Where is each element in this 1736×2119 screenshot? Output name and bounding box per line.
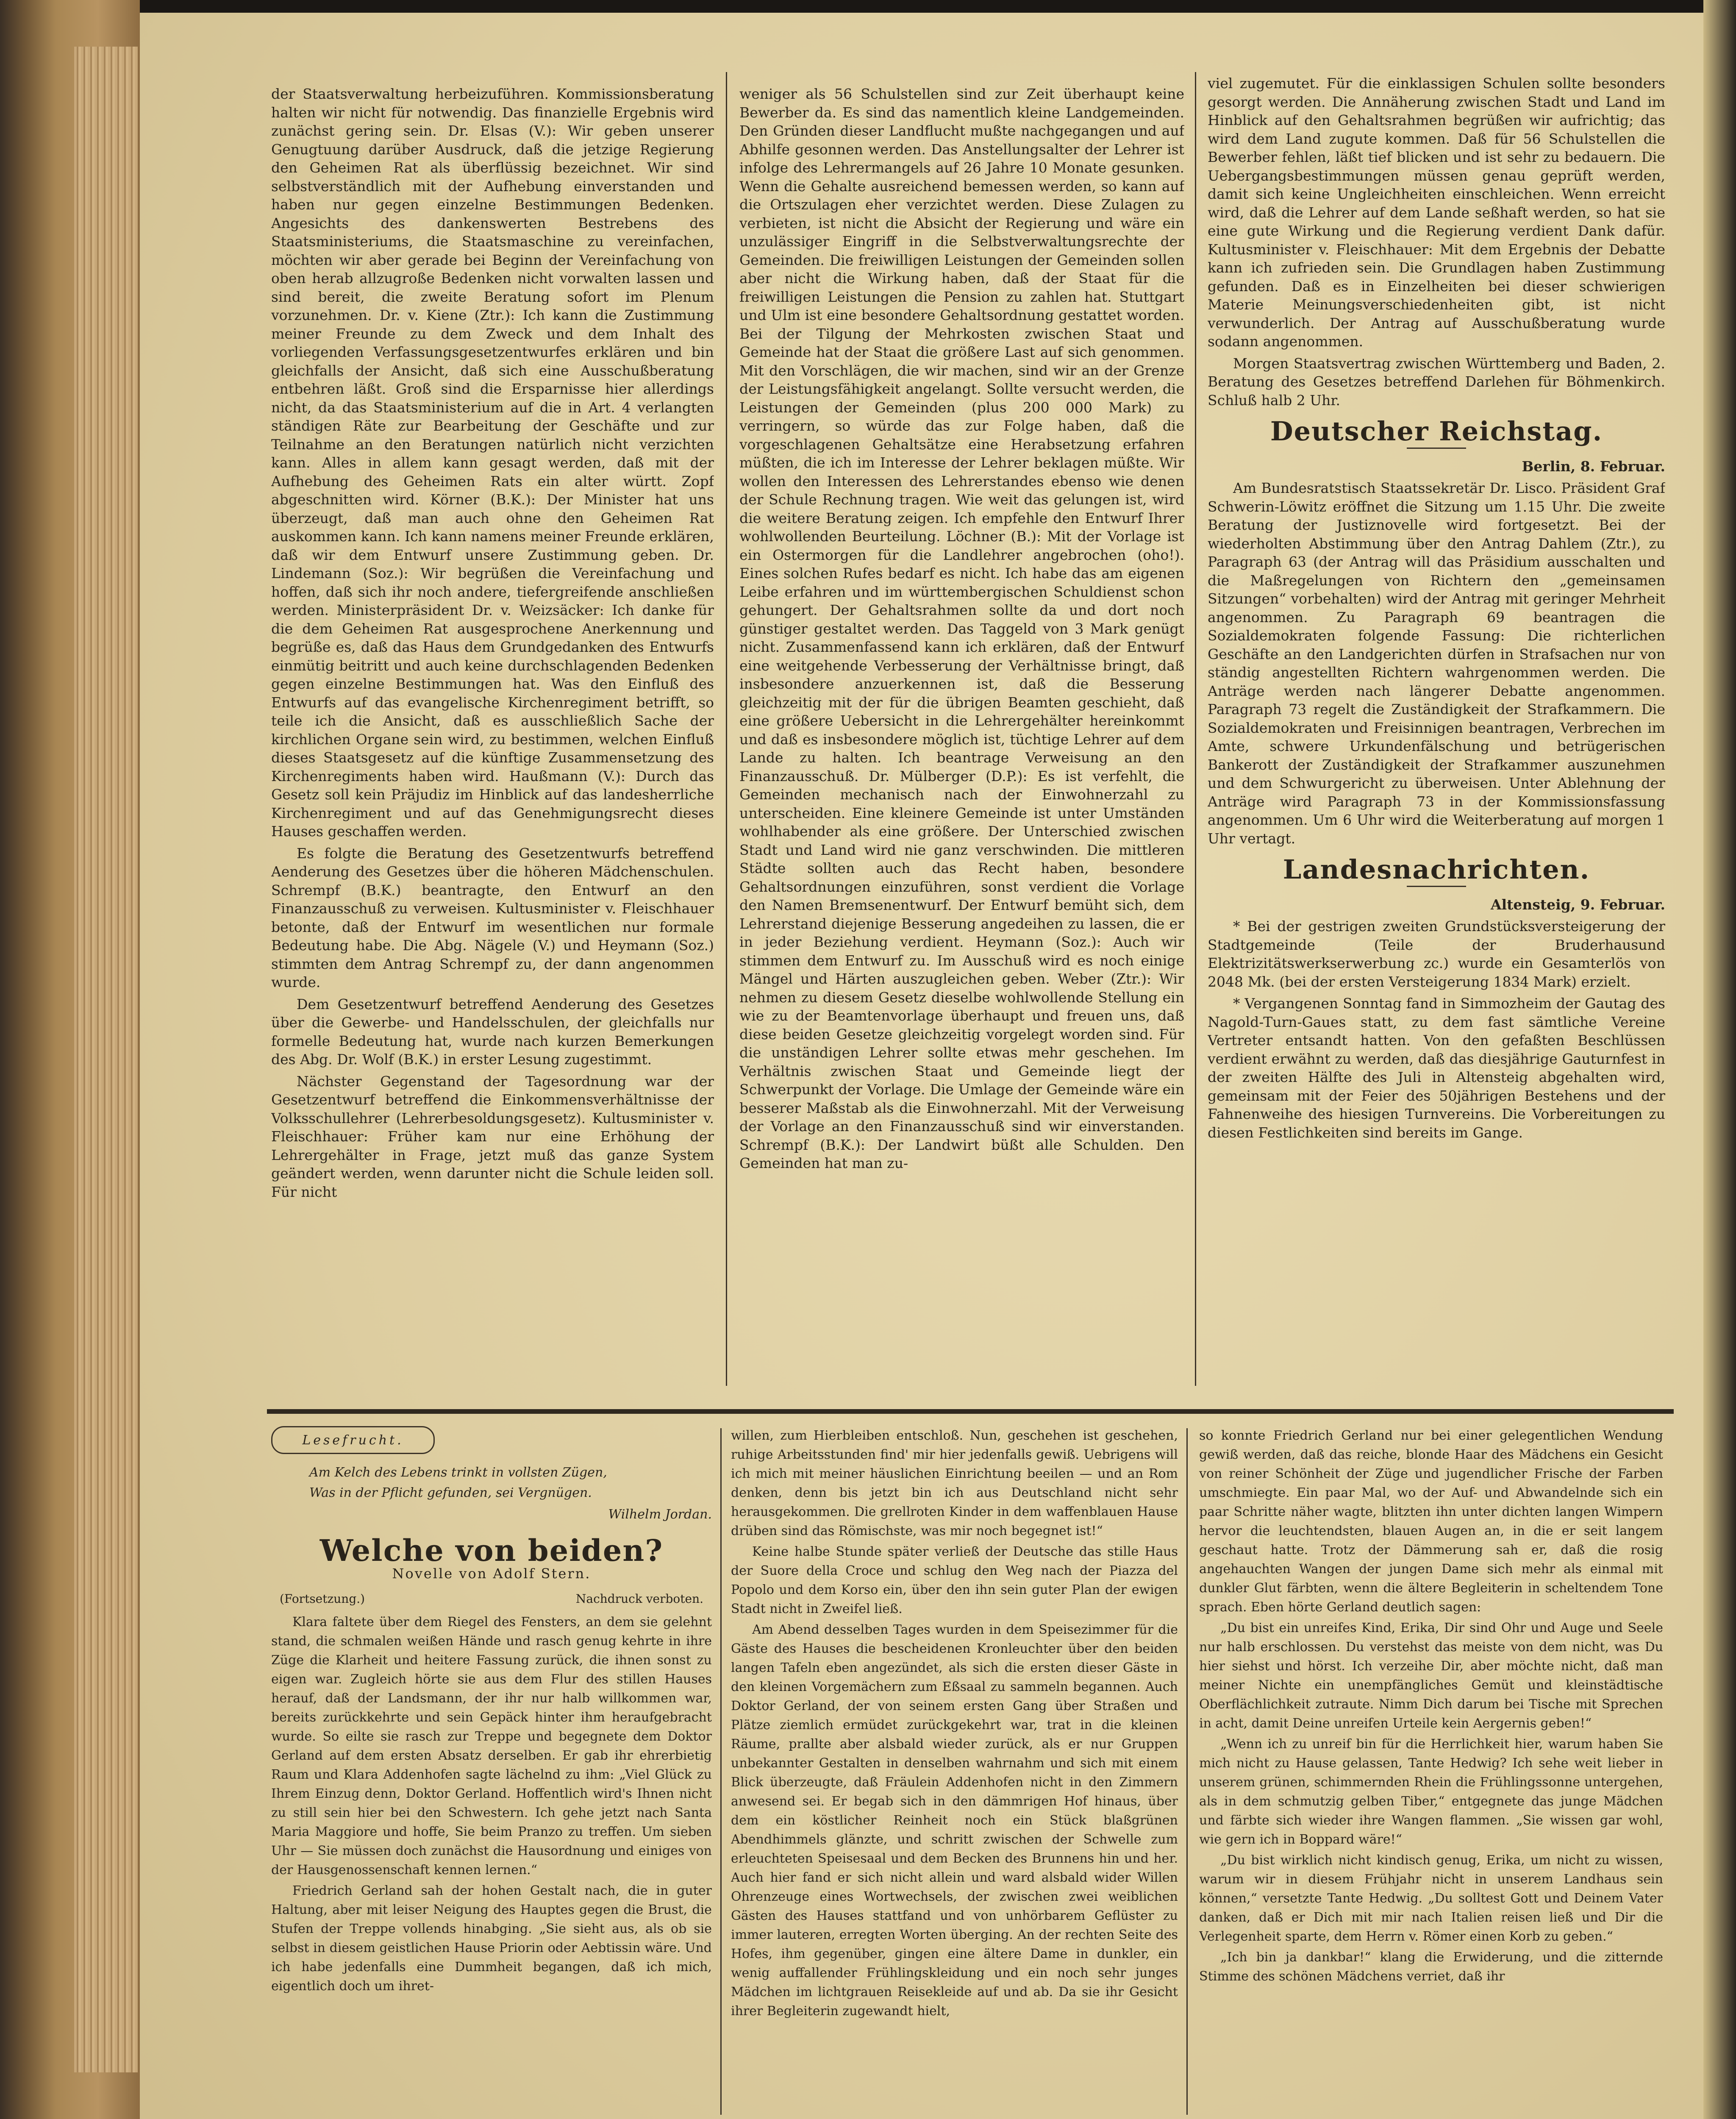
book-binding (0, 0, 140, 2119)
landes-paragraph-2: * Vergangenen Sonntag fand in Simmozheim der Gautag des Nagold-Turn-Gaues statt, zu dem fast sämtliche Vereine Vertreter entsandt hatten. Von den gefaßten Beschlüssen verdient erwähnt zu werden, daß das diesjährige Gauturnfest in der zweiten Hälfte des Juli in Altensteig abgehalten wird, gemeinsam mit der Feier des 50jährigen Bestehens und der Fahnenweihe des hiesigen Turnvereins. Die Vorbereitungen zu diesen Festlichkeiten sind bereits im Gange. (1208, 995, 1665, 1141)
feuilleton-column-rule-1 (720, 1428, 722, 2115)
novel-title: Welche von beiden? (319, 1533, 664, 1568)
poem-author: Wilhelm Jordan. (608, 1507, 712, 1522)
novel-col3-paragraph-3: „Wenn ich zu unreif bin für die Herrlichkeit hier, warum haben Sie mich nicht zu Hause gelassen, Tante Hedwig? Ich sehe weit lieber in unserem grünen, schimmernden Rhein die Frühlingssonne untergehen, als in dem schmutzig gelben Tiber,“ entgegnete das junge Mädchen und färbte sich wieder ihre Wangen flammen. „Sie wissen gar wohl, wie gern ich in Boppard wäre!“ (1199, 1737, 1663, 1847)
novel-col1-paragraph-2: Friedrich Gerland sah der hohen Gestalt nach, die in guter Haltung, aber mit leiser Neigung des Hauptes gegen die Brust, die Stufen der Treppe vollends hinabging. „Sie sieht aus, als ob sie selbst in diesem geistlichen Hause Priorin oder Aebtissin wäre. Und ich habe jedenfalls eine Dummheit begangen, daß ich mich, eigentlich doch um ihret- (271, 1883, 712, 1994)
poem (271, 1463, 712, 1503)
novel-col3-paragraph-5: „Ich bin ja dankbar!“ klang die Erwiderung, und die zitternde Stimme des schönen Mädchens verriet, daß ihr (1199, 1950, 1663, 1984)
column-rule-1 (726, 72, 727, 1386)
novel-col2-paragraph-3: Am Abend desselben Tages wurden in dem Speisezimmer für die Gäste des Hauses die bescheidenen Kronleuchter über den beiden langen Tafeln eben angezündet, als sich die ersten dieser Gäste in den kleinen Vorgemächern zum Eßsaal zu sammeln begannen. Auch Doktor Gerland, der von seinem ersten Gang über Straßen und Plätze ziemlich ermüdet zurückgekehrt war, trat in die kleinen Räume, prallte aber alsbald wieder zurück, als er nur Gruppen unbekannter Gestalten in denselben wahrnahm und sich mit einem Blick überzeugte, daß Fräulein Addenhofen nicht in den Zimmern anwesend sei. Er begab sich in den dämmrigen Hof hinaus, über dem ein köstlicher Reinheit noch ein Stück blaßgrünen Abendhimmels glänzte, und schritt zwischen der Schwelle zum erleuchteten Speisesaal und dem Becken des Brunnens hin und her. Auch hier fand er sich nicht allein und ward alsbald wider Willen Ohrenzeuge eines Wortwechsels, der zwischen zwei weiblichen Gästen des Hauses stattfand und von unhörbarem Geflüster zu immer lauteren, erregten Worten überging. An der rechten Seite des Hofes, ihm gegenüber, gingen eine ältere Dame in dunkler, ein wenig auffallender Frühlingskleidung und ein noch sehr junges Mädchen im lichtgrauen Reisekleide auf und ab. Da sie ihr Gesicht ihrer Begleiterin zugewandt hielt, (731, 1622, 1178, 2019)
column-rule-2 (1195, 72, 1196, 1386)
feuilleton-column-3 (1199, 1426, 1663, 2117)
col3-paragraph-2: Morgen Staatsvertrag zwischen Württemberg und Baden, 2. Beratung des Gesetzes betreffend Darlehen für Böhmenkirch. Schluß halb 2 Uhr. (1208, 355, 1665, 409)
feuilleton-column-2 (731, 1426, 1178, 2117)
feuilleton-column-1 (271, 1422, 712, 2117)
feuilleton-rule (267, 1409, 1674, 1414)
novel-col2-paragraph-2: Keine halbe Stunde später verließ der Deutsche das stille Haus der Suore della Croce und schlug den Weg nach der Piazza del Popolo und dem Korso ein, über den ihn sein guter Plan der ewigen Stadt nicht in Zweifel ließ. (731, 1544, 1178, 1616)
poem-line-2: Was in der Pflicht gefunden, sei Vergnügen. (309, 1485, 592, 1500)
page-right-edge (1703, 0, 1736, 2119)
lesefrucht-label: Lesefrucht. (271, 1426, 435, 1454)
novel-meta (271, 1589, 712, 1608)
novel-col3-paragraph-2: „Du bist ein unreifes Kind, Erika, Dir sind Ohr und Auge und Seele nur halb erschlossen. Du verstehst das meiste von dem nicht, was Du hier siehst und hörst. Ich verzeihe Dir, aber möchte nicht, daß man meiner Nichte ein unempfängliches Gemüt und kleinstädtische Oberflächlichkeit zutraute. Nimm Dich darum bei Tische mit Sprechen in acht, damit Deine unreifen Urteile kein Aergernis geben!“ (1199, 1621, 1663, 1731)
column-3 (1208, 74, 1665, 1388)
novel-col3-paragraph-4: „Du bist wirklich nicht kindisch genug, Erika, um nicht zu wissen, warum wir in diesem Frühjahr nicht in unserem Landhaus sein können,“ versetzte Tante Hedwig. „Du solltest Gott und Deinem Vater danken, daß er Dich mit mir nach Italien reisen ließ und Dir die Verlegenheit sparte, dem Herrn v. Römer einen Korb zu geben.“ (1199, 1853, 1663, 1944)
col1-paragraph-2: Es folgte die Beratung des Gesetzentwurfs betreffend Aenderung des Gesetzes über die höheren Mädchenschulen. Schrempf (B.K.) beantragte, den Entwurf an den Finanzausschuß zu verweisen. Kultusminister v. Fleischhauer betonte, daß der Entwurf im wesentlichen nur formale Bedeutung habe. Die Abg. Nägele (V.) und Heymann (Soz.) stimmten dem Antrag Schrempf zu, der dann angenommen wurde. (271, 845, 714, 990)
feuilleton-column-rule-2 (1186, 1428, 1188, 2115)
novel-col1-paragraph-1: Klara faltete über dem Riegel des Fensters, an dem sie gelehnt stand, die schmalen weißen Hände und rasch genug kehrte in ihre Züge die Klarheit und heitere Fassung zurück, die ihnen sonst zu eigen war. Zugleich hörte sie aus dem Flur des stillen Hauses herauf, daß der Landsmann, der ihr nur halb willkommen war, bereits zurückkehrte und sein Gepäck hinter ihm heraufgebracht wurde. So eilte sie rasch zur Treppe und begegnete dem Doktor Gerland auf dem ersten Absatz derselben. Er gab ihr ehrerbietig Raum und Klara Addenhofen sagte lächelnd zu ihm: „Viel Glück zu Ihrem Einzug denn, Doktor Gerland. Hoffentlich wird's Ihnen nicht zu still sein hier bei den Schwestern. Ich gehe jetzt nach Santa Maria Maggiore und hoffe, Sie beim Pranzo zu treffen. Um sieben Uhr — Sie müssen doch zunächst die Hausordnung und einiges von der Hausgenossenschaft kennen lernen.“ (271, 1615, 712, 1877)
poem-line-1: Am Kelch des Lebens trinkt in vollsten Zügen, (309, 1465, 607, 1480)
reprint-notice: Nachdruck verboten. (575, 1592, 703, 1606)
col1-paragraph-4: Nächster Gegenstand der Tagesordnung war der Gesetzentwurf betreffend die Einkommensverhältnisse der Volksschullehrer (Lehrerbesoldungsgesetz). Kultusminister v. Fleischhauer: Früher kam nur eine Erhöhung der Lehrergehälter in Frage, jetzt muß das ganze System geändert werden, wenn darunter nicht die Schule leiden soll. Für nicht (271, 1073, 714, 1200)
col1-paragraph-1: der Staatsverwaltung herbeizuführen. Kommissionsberatung halten wir nicht für notwendig. Das finanzielle Ergebnis wird zunächst gering sein. Dr. Elsas (V.): Wir geben unserer Genugtuung darüber Ausdruck, daß die jetzige Regierung den Geheimen Rat als überflüssig bezeichnet. Wir sind selbstverständlich mit der Aufhebung einverstanden und haben nur gegen einzelne Bestimmungen Bedenken. Angesichts des dankenswerten Bestrebens des Staatsministeriums, die Staatsmaschine zu vereinfachen, möchten wir aber gerade bei Beginn der Vereinfachung von oben herab allzugroße Bedenken nicht vorwalten lassen und sind bereit, die zweite Beratung sofort im Plenum vorzunehmen. Dr. v. Kiene (Ztr.): Ich kann die Zustimmung meiner Freunde zu dem Zweck und dem Inhalt des vorliegenden Verfassungsgesetzentwurfes erklären und bin gleichfalls der Ansicht, daß sich eine Ausschußberatung entbehren läßt. Groß sind die Ersparnisse hier allerdings nicht, da das Staatsministerium auf die in Art. 4 verlangten ständigen Räte zur Bearbeitung der Geschäfte und zur Teilnahme an den Beratungen natürlich nicht verzichten kann. Alles in allem kann gesagt werden, daß mit der Aufhebung des Geheimen Rats ein alter württ. Zopf abgeschnitten wird. Körner (B.K.): Der Minister hat uns überzeugt, daß man auch ohne den Geheimen Rat auskommen kann. Ich kann namens meiner Freunde erklären, daß wir dem Entwurf unsere Zustimmung geben. Dr. Lindemann (Soz.): Wir begrüßen die Vereinfachung und hoffen, daß sich ihr noch andere, tiefergreifende anschließen werden. Ministerpräsident Dr. v. Weizsäcker: Ich danke für die dem Geheimen Rat ausgesprochene Anerkennung und begrüße es, daß das Haus dem Grundgedanken des Entwurfs einmütig beitritt und auch keine durchschlagenden Bedenken gegen einzelne Bestimmungen hat. Was den Einfluß des Entwurfs auf das evangelische Kirchenregiment betrifft, so teile ich die Ansicht, daß es ausschließlich Sache der kirchlichen Organe sein wird, zu bestimmen, welchen Einfluß dieses Staatsgesetz auf die künftige Zusammensetzung des Kirchenregiments haben wird. Haußmann (V.): Durch das Gesetz soll kein Präjudiz im Hinblick auf das landesherrliche Kirchenregiment und auf das Genehmigungsrecht dieses Hauses geschaffen werden. (271, 86, 714, 840)
continued-label: (Fortsetzung.) (280, 1592, 365, 1606)
page-stack-edge (74, 47, 138, 2072)
novel-subtitle: Novelle von Adolf Stern. (392, 1566, 591, 1582)
landes-paragraph-1: * Bei der gestrigen zweiten Grundstücksversteigerung der Stadtgemeinde (Teile der Bruderhausund Elektrizitätswerkserwerbung zc.) wurde ein Gesamterlös von 2048 Mk. (bei der ersten Versteigerung 1834 Mark) erzielt. (1208, 918, 1665, 990)
reichstag-heading-rule (1407, 448, 1466, 449)
landesnachrichten-dateline: Altensteig, 9. Februar. (1490, 896, 1665, 913)
landesnachrichten-heading: Landesnachrichten. (1283, 854, 1590, 885)
col3-paragraph-1: viel zugemutet. Für die einklassigen Schulen sollte besonders gesorgt werden. Die Annäherung zwischen Stadt und Land im Hinblick auf den Gehaltsrahmen begrüßen wir aufrichtig; das wird dem Land zugute kommen. Daß für 56 Schulstellen die Bewerber fehlen, läßt tief blicken und ist sehr zu bedauern. Die Uebergangsbestimmungen müssen genau geprüft werden, damit sich keine Ungleichheiten einschleichen. Wenn erreicht wird, daß die Lehrer auf dem Lande seßhaft werden, so hat sie eine gute Wirkung und die Regierung verdient Dank dafür. Kultusminister v. Fleischhauer: Mit dem Ergebnis der Debatte kann ich zufrieden sein. Die Grundlagen haben Zustimmung gefunden. Daß es in Einzelheiten bei dieser schwierigen Materie Meinungsverschiedenheiten gibt, ist nicht verwunderlich. Der Antrag auf Ausschußberatung wurde sodann angenommen. (1208, 75, 1665, 350)
reichstag-text: Am Bundesratstisch Staatssekretär Dr. Lisco. Präsident Graf Schwerin-Löwitz eröffnet die Sitzung um 1.15 Uhr. Die zweite Beratung der Justiznovelle wird fortgesetzt. Bei der wiederholten Abstimmung über den Antrag Dahlem (Ztr.), zu Paragraph 63 (der Antrag will das Präsidium ausschalten und die Maßregelungen von Richtern den „gemeinsamen Sitzungen“ vorbehalten) wird der Antrag mit geringer Mehrheit angenommen. Zu Paragraph 69 beantragen die Sozialdemokraten folgende Fassung: Die richterlichen Geschäfte an den Landgerichten dürfen in Strafsachen nur von ständig angestellten Richtern wahrgenommen werden. Die Anträge werden nach längerer Debatte angenommen. Paragraph 73 regelt die Zuständigkeit der Strafkammern. Die Sozialdemokraten und Freisinnigen beantragen, Verbrechen im Amte, schwere Urkundenfälschung und betrügerischen Bankerott der Zuständigkeit der Strafkammer auszunehmen und dem Schwurgericht zu überweisen. Unter Ablehnung der Anträge wird Paragraph 73 in der Kommissionsfassung angenommen. Um 6 Uhr wird die Weiterberatung auf morgen 1 Uhr vertagt. (1208, 480, 1665, 847)
novel-col3-paragraph-1: so konnte Friedrich Gerland nur bei einer gelegentlichen Wendung gewiß werden, daß das reiche, blonde Haar des Mädchens ein Gesicht von reiner Schönheit der Züge und jugendlicher Frische der Farben umschmiegte. Ein paar Mal, wo der Auf- und Abwandelnde sich ein paar Schritte näher wagte, blitzten ihn unter dichten langen Wimpern hervor die leuchtendsten, blauen Augen an, in die er seit langem geschaut hatte. Trotz der Dämmerung sah er, daß die rosig angehauchten Wangen der jungen Dame sich mehr als einmal mit dunkler Glut färbten, wenn die ältere Begleiterin in scheltendem Tone sprach. Eben hörte Gerland deutlich sagen: (1199, 1428, 1663, 1615)
col2-paragraph-1: weniger als 56 Schulstellen sind zur Zeit überhaupt keine Bewerber da. Es sind das namentlich kleine Landgemeinden. Den Gründen dieser Landflucht mußte nachgegangen und auf Abhilfe gesonnen werden. Das Anstellungsalter der Lehrer ist infolge des Lehrermangels auf 26 Jahre 10 Monate gesunken. Wenn die Gehalte ausreichend bemessen werden, so kann auf die Ortszulagen eher verzichtet werden. Diese Zulagen zu verbieten, ist nicht die Absicht der Regierung und wäre ein unzulässiger Eingriff in die Selbstverwaltungsrechte der Gemeinden. Die freiwilligen Leistungen der Gemeinden sollen aber nicht die Wirkung haben, daß der Staat für die freiwilligen Leistungen die Pension zu zahlen hat. Stuttgart und Ulm ist eine besondere Gehaltsordnung gestattet worden. Bei der Tilgung der Mehrkosten zwischen Staat und Gemeinde hat der Staat die größere Last auf sich genommen. Mit den Vorschlägen, die wir machen, sind wir an der Grenze der Leistungsfähigkeit angelangt. Sollte versucht werden, die Leistungen der Gemeinden (plus 200 000 Mark) zu verringern, so würde das zur Folge haben, daß die vorgeschlagenen Gehaltsätze eine Herabsetzung erfahren müßten, die ich im Interesse der Lehrer beklagen müßte. Wir wollen den Interessen des Lehrerstandes ebenso wie denen der Schule Rechnung tragen. Wie weit das gelungen ist, wird die weitere Beratung zeigen. Ich empfehle den Entwurf Ihrer wohlwollenden Beurteilung. Löchner (B.): Mit der Vorlage ist ein Ostermorgen für die Landlehrer angebrochen (oho!). Eines solchen Rufes bedarf es nicht. Ich habe das am eigenen Leibe erfahren und im württembergischen Schuldienst schon gehungert. Der Gehaltsrahmen sollte da und dort noch günstiger gestaltet werden. Das Taggeld von 3 Mark genügt nicht. Zusammenfassend kann ich erklären, daß der Entwurf eine weitgehende Verbesserung der Verhältnisse bringt, daß insbesondere anzuerkennen ist, daß die Besserung gleichzeitig mit der für die übrigen Beamten geschieht, daß eine größere Uebersicht in die Lehrergehälter hereinkommt und daß es insbesondere möglich ist, tüchtige Lehrer auf dem Lande zu halten. Ich beantrage Verweisung an den Finanzausschuß. Dr. Mülberger (D.P.): Es ist verfehlt, die Gemeinden mechanisch nach der Einwohnerzahl zu unterscheiden. Eine kleinere Gemeinde ist unter Umständen wohlhabender als eine größere. Der Unterschied zwischen Stadt und Land wird nie ganz verschwinden. Die mittleren Städte sollten auch das Recht haben, besondere Gehaltsordnungen einzuführen, sonst verdient die Vorlage den Namen Bremsenentwurf. Der Entwurf bemüht sich, dem Lehrerstand diejenige Besserung angedeihen zu lassen, die er in jeder Beziehung verdient. Heymann (Soz.): Auch wir stimmen dem Entwurf zu. Im Ausschuß wird es noch einige Mängel und Härten auszugleichen geben. Weber (Ztr.): Wir nehmen zu diesem Gesetz dieselbe wohlwollende Stellung ein wie zu der Beamtenvorlage überhaupt und freuen uns, daß diese beiden Gesetze gleichzeitig vorgelegt worden sind. Für die unständigen Lehrer sollte etwas mehr geschehen. Im Verhältnis zwischen Staat und Gemeinde liegt der Schwerpunkt der Vorlage. Die Umlage der Gemeinde wäre ein besserer Maßstab als die Einwohnerzahl. Mit der Verweisung der Vorlage an den Finanzausschuß sind wir einverstanden. Schrempf (B.K.): Der Landwirt büßt alle Schulden. Den Gemeinden hat man zu- (739, 86, 1184, 1171)
landesnachrichten-heading-rule (1407, 886, 1466, 887)
column-2 (739, 85, 1184, 1390)
reichstag-dateline: Berlin, 8. Februar. (1522, 458, 1665, 475)
reichstag-heading: Deutscher Reichstag. (1270, 416, 1603, 447)
column-1 (271, 85, 714, 1390)
novel-col2-paragraph-1: willen, zum Hierbleiben entschloß. Nun, geschehen ist geschehen, ruhige Arbeitsstunden find' mir hier jedenfalls gewiß. Uebrigens will ich mich mit meiner häuslichen Einrichtung beeilen — und an Rom denken, denn bis jetzt bin ich aus Deutschland nicht sehr herausgekommen. Die grellroten Kinder in dem waffenblauen Hause drüben sind das Römischste, was mir noch begegnet ist!“ (731, 1428, 1178, 1538)
col1-paragraph-3: Dem Gesetzentwurf betreffend Aenderung des Gesetzes über die Gewerbe- und Handelsschulen, der gleichfalls nur formelle Bedeutung hat, wurde nach kurzen Bemerkungen des Abg. Dr. Wolf (B.K.) in erster Lesung zugestimmt. (271, 996, 714, 1068)
